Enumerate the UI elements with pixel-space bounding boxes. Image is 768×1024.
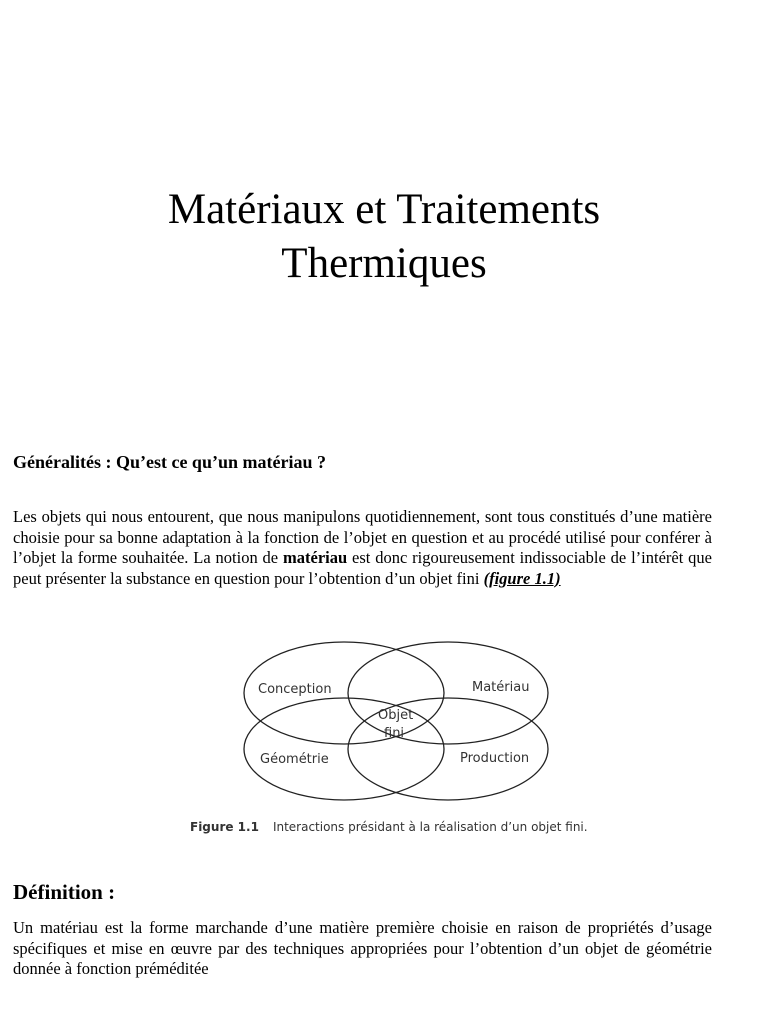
label-objet: Objet [378, 708, 414, 723]
intro-text-2: est donc rigoureusement indissociable de l’intérêt que peut présenter la substance en question pour l’obtention d’un objet fini [13, 548, 712, 588]
intro-paragraph [13, 507, 712, 589]
section-heading: Généralités : Qu’est ce qu’un matériau ? [13, 452, 326, 472]
label-conception: Conception [258, 682, 332, 697]
definition-paragraph: Un matériau est la forme marchande d’une matière première choisie en raison de propriétés d’usage spécifiques et mise en œuvre par des techniques appropriées pour l’obtention d’un objet de géométrie donnée à fonction préméditée [13, 918, 712, 978]
figure-reference-link[interactable]: (figure 1.1) [483, 568, 561, 588]
label-fini: fini [384, 726, 405, 741]
definition-heading: Définition : [13, 880, 116, 904]
ellipse-bottom-left [244, 698, 444, 800]
label-geometrie: Géométrie [260, 752, 329, 767]
figure-number: Figure 1.1 [190, 820, 259, 834]
intro-text-1: Les objets qui nous entourent, que nous manipulons quotidiennement, sont tous constitués d’une matière choisie pour sa bonne adaptation à la fonction de l’objet en question et au procédé utilisé pour conférer à l’objet la forme souhaitée. La notion de [13, 507, 712, 567]
label-production: Production [460, 751, 530, 766]
page-title [0, 183, 768, 291]
figure-caption-text: Interactions présidant à la réalisation d’un objet fini. [272, 820, 588, 834]
label-materiau: Matériau [472, 680, 530, 695]
intro-bold-term: matériau [283, 548, 348, 567]
title-line-2: Thermiques [281, 240, 487, 287]
title-line-1: Matériaux et Traitements [167, 186, 601, 233]
venn-diagram [238, 638, 558, 808]
figure-caption [190, 820, 588, 834]
